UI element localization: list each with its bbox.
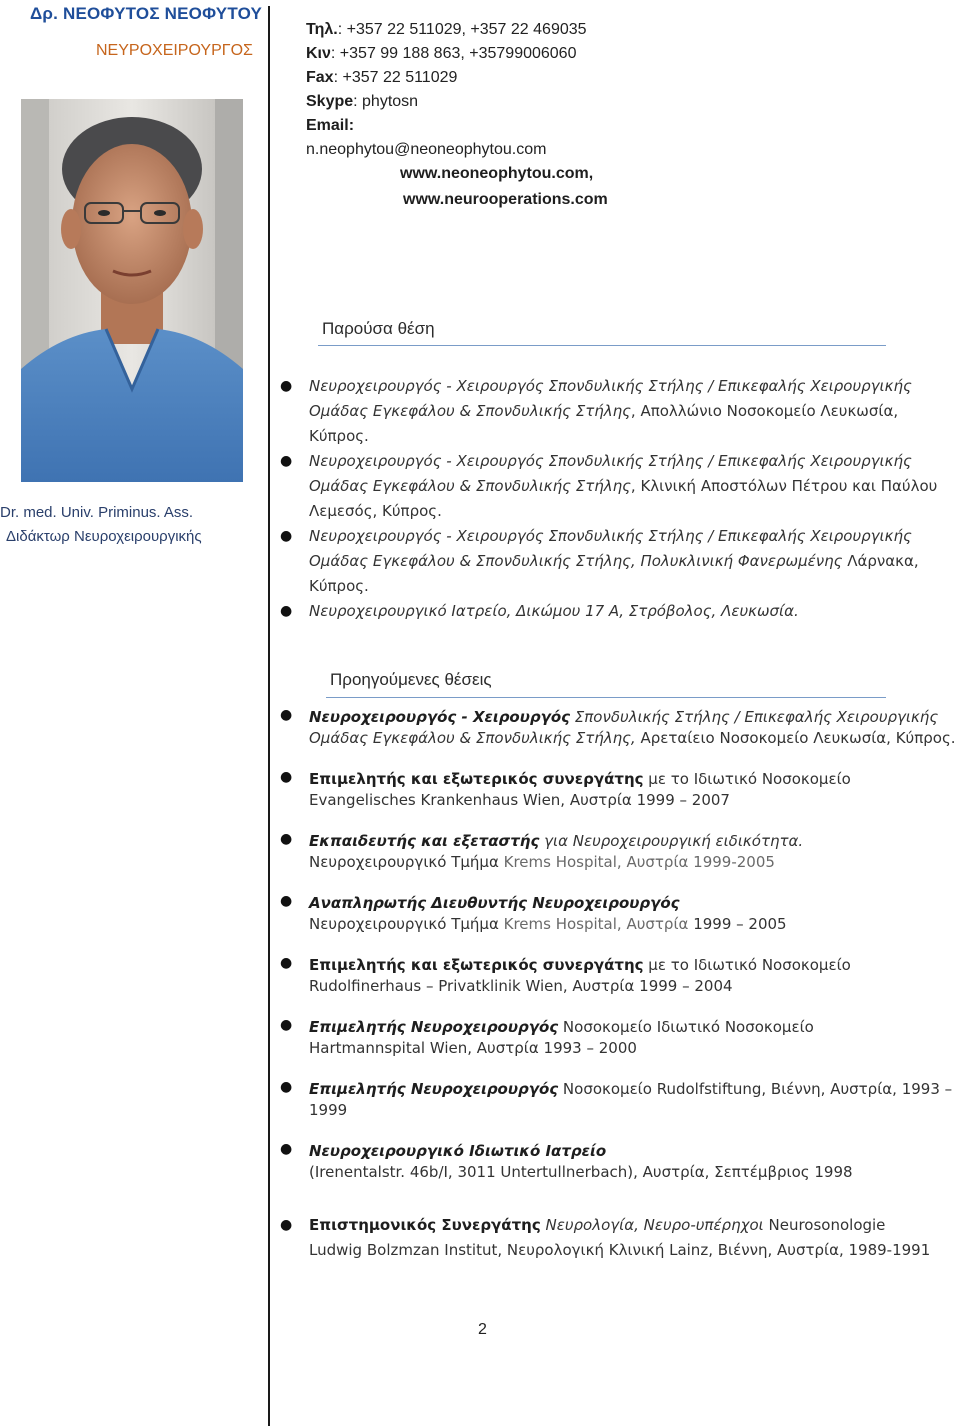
list-item: ● Νευροχειρουργός - Χειρουργός Σπονδυλικής Στήλης / Επικεφαλής Χειρουργικής Ομάδας Εγκεφάλου & Σπονδυλικής Στήλης, Πολυκλινική Φανερωμένης Λάρνακα, Κύπρος.: [280, 524, 958, 599]
skype-row: [306, 90, 608, 114]
website-2-text: www.neurooperations.com: [403, 191, 608, 208]
degree-line-2: Διδάκτωρ Νευροχειρουργικής: [6, 528, 202, 545]
list-item: ● Αναπληρωτής Διευθυντής Νευροχειρουργός Νευροχειρουργικό Τμήμα Krems Hospital, Αυστρία 1999 – 2005: [280, 893, 787, 933]
bullet-icon: ●: [280, 1217, 293, 1233]
bullet-icon: ●: [280, 528, 293, 544]
website-link-1[interactable]: [306, 162, 608, 186]
previous-positions-list: [280, 707, 958, 1263]
bullet-icon: ●: [280, 831, 293, 847]
email-label: Email:: [306, 117, 355, 134]
vertical-divider: [268, 6, 270, 1426]
phone-value: : +357 22 511029, +357 22 469035: [337, 21, 587, 38]
list-item: ● Επιστημονικός Συνεργάτης Νευρολογία, Νευρο-υπέρηχοι Neurosonologie Ludwig Bolzmzan Institut, Νευρολογική Κλινική Lainz, Βιέννη, Αυστρία, 1989-1991: [280, 1213, 958, 1263]
current-position-heading: Παρούσα θέση: [322, 319, 435, 338]
current-position-list: [280, 374, 958, 624]
fax-label: Fax: [306, 69, 334, 86]
list-item: ● Επιμελητής Νευροχειρουργός Νοσοκομείο Ιδιωτικό Νοσοκομείο Hartmannspital Wien, Αυστρία 1993 – 2000: [280, 1017, 814, 1057]
current-heading-rule: [318, 345, 886, 346]
bullet-icon: ●: [280, 603, 293, 619]
email-label-row: [306, 114, 608, 138]
bullet-icon: ●: [280, 707, 293, 723]
fax-value: : +357 22 511029: [333, 69, 458, 86]
mobile-label: Κιν: [306, 45, 331, 62]
contact-block: [306, 18, 608, 212]
degree-line-1: Dr. med. Univ. Priminus. Ass.: [0, 504, 194, 521]
list-item: ● Νευροχειρουργικό Ιατρείο, Δικώμου 17 Α, Στρόβολος, Λευκωσία.: [280, 599, 958, 624]
doctor-name: Δρ. ΝΕΟΦΥΤΟΣ ΝΕΟΦΥΤΟΥ: [30, 4, 263, 23]
skype-value: : phytosn: [353, 93, 419, 110]
bullet-icon: ●: [280, 1141, 293, 1157]
list-item: ● Εκπαιδευτής και εξεταστής για Νευροχειρουργική ειδικότητα. Νευροχειρουργικό Τμήμα Krems Hospital, Αυστρία 1999-2005: [280, 831, 804, 871]
bullet-icon: ●: [280, 1079, 293, 1095]
page-number: 2: [478, 1321, 487, 1338]
portrait-photo: [21, 99, 243, 482]
mobile-value: : +357 99 188 863, +35799006060: [330, 45, 577, 62]
mobile-row: [306, 42, 608, 66]
list-item: ● Νευροχειρουργός - Χειρουργός Σπονδυλικής Στήλης / Επικεφαλής Χειρουργικής Ομάδας Εγκεφάλου & Σπονδυλικής Στήλης, Απολλώνιο Νοσοκομείο Λευκωσία, Κύπρος.: [280, 374, 958, 449]
bullet-icon: ●: [280, 378, 293, 394]
doctor-title: ΝΕΥΡΟΧΕΙΡΟΥΡΓΟΣ: [96, 42, 253, 59]
list-item: ● Επιμελητής Νευροχειρουργός Νοσοκομείο Rudolfstiftung, Βιέννη, Αυστρία, 1993 – 1999: [280, 1079, 953, 1119]
bullet-icon: ●: [280, 769, 293, 785]
bullet-icon: ●: [280, 955, 293, 971]
website-link-2[interactable]: [306, 188, 608, 212]
skype-label: Skype: [306, 93, 354, 110]
fax-row: [306, 66, 608, 90]
bullet-icon: ●: [280, 453, 293, 469]
list-item: ● Επιμελητής και εξωτερικός συνεργάτης με το Ιδιωτικό Νοσοκομείο Evangelisches Krankenhaus Wien, Αυστρία 1999 – 2007: [280, 769, 851, 809]
list-item: ● Νευροχειρουργικό Ιδιωτικό Ιατρείο (Irenentalstr. 46b/I, 3011 Untertullnerbach), Αυστρία, Σεπτέμβριος 1998: [280, 1141, 853, 1181]
previous-positions-heading: Προηγούμενες θέσεις: [330, 670, 492, 689]
list-item: ● Νευροχειρουργός - Χειρουργός Σπονδυλικής Στήλης / Επικεφαλής Χειρουργικής Ομάδας Εγκεφάλου & Σπονδυλικής Στήλης, Κλινική Αποστόλων Πέτρου και Παύλου Λεμεσός, Κύπρος.: [280, 449, 958, 524]
phone-label: Τηλ.: [306, 21, 338, 38]
phone-row: [306, 18, 608, 42]
previous-heading-rule: [326, 697, 886, 698]
list-item: ● Νευροχειρουργός - Χειρουργός Σπονδυλικής Στήλης / Επικεφαλής Χειρουργικής Ομάδας Εγκεφάλου & Σπονδυλικής Στήλης, Αρεταίειο Νοσοκομείο Λευκωσία, Κύπρος.: [280, 707, 956, 747]
bullet-icon: ●: [280, 1017, 293, 1033]
bullet-icon: ●: [280, 893, 293, 909]
website-1-text: www.neoneophytou.com,: [400, 165, 594, 182]
list-item: ● Επιμελητής και εξωτερικός συνεργάτης με το Ιδιωτικό Νοσοκομείο Rudolfinerhaus – Privatklinik Wien, Αυστρία 1999 – 2004: [280, 955, 851, 995]
email-link[interactable]: n.neophytou@neoneophytou.com: [306, 141, 547, 158]
